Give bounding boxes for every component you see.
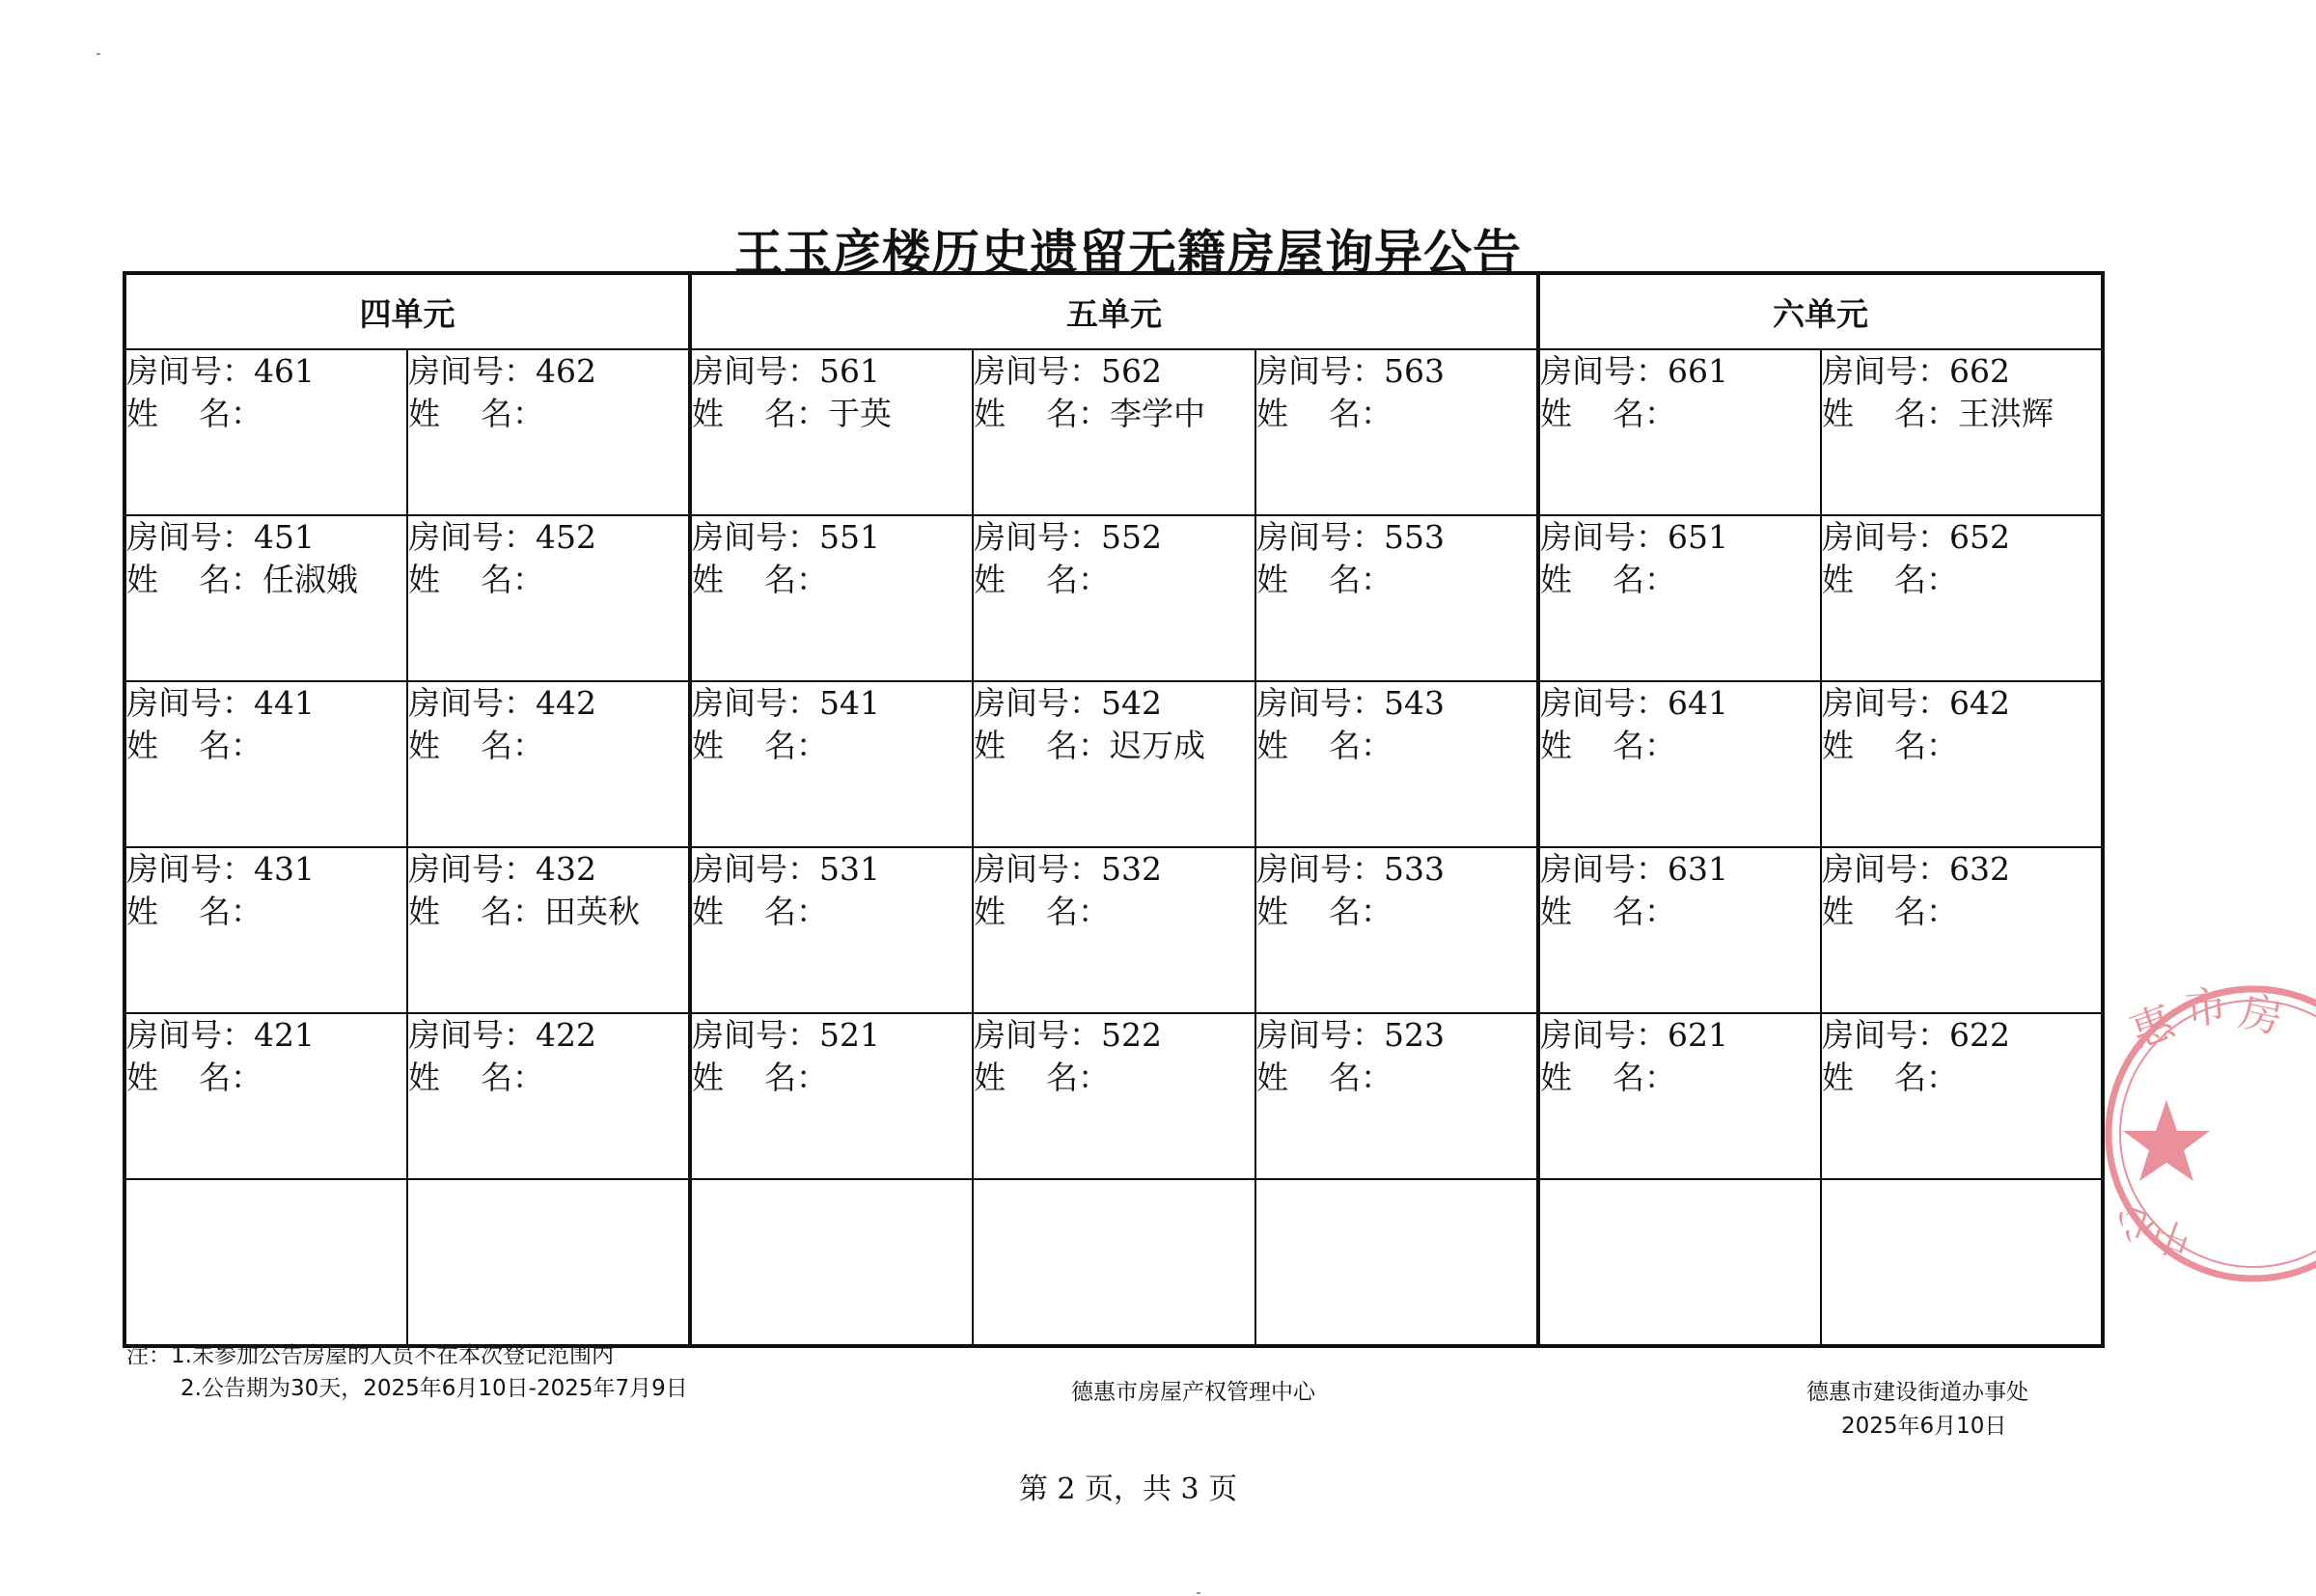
- name-label-1: 姓: [692, 727, 724, 764]
- name-label-1: 姓: [692, 561, 724, 598]
- room-cell: [973, 515, 1255, 681]
- room-label: 房间号：: [692, 684, 819, 722]
- name-label-1: 姓: [1256, 561, 1288, 598]
- room-number-line: [1540, 516, 1820, 559]
- room-number: 551: [819, 518, 880, 556]
- room-label: 房间号：: [1822, 850, 1950, 888]
- issue-date: 2025年6月10日: [1841, 1414, 2007, 1439]
- room-label: 房间号：: [974, 518, 1101, 556]
- name-label-1: 姓: [126, 395, 158, 432]
- name-label-1: 姓: [126, 727, 158, 764]
- name-label-2: 名：: [1046, 1059, 1110, 1096]
- name-label-2: 名：: [1894, 1059, 1959, 1096]
- room-label: 房间号：: [126, 1016, 254, 1054]
- name-label-2: 名：: [481, 893, 544, 930]
- room-number-line: [692, 682, 972, 725]
- name-line: [1256, 1057, 1536, 1099]
- room-cell: [690, 349, 973, 515]
- room-cell: [124, 1013, 407, 1179]
- empty-cell: [407, 1179, 690, 1346]
- room-number-line: [1540, 1014, 1820, 1057]
- resident-name: 王洪辉: [1958, 395, 2054, 432]
- room-number: 631: [1668, 850, 1729, 888]
- room-label: 房间号：: [1540, 684, 1668, 722]
- name-line: [1256, 559, 1536, 601]
- name-line: [408, 891, 688, 933]
- seal-glyph-4: 中心: [2109, 1196, 2197, 1264]
- room-number: 563: [1384, 352, 1445, 390]
- name-label-2: 名：: [764, 395, 828, 432]
- room-label: 房间号：: [126, 518, 254, 556]
- room-number-line: [1256, 1014, 1536, 1057]
- room-number-line: [1822, 516, 2101, 559]
- room-number: 621: [1668, 1016, 1729, 1054]
- issuer-center: 德惠市房屋产权管理中心: [1071, 1380, 1315, 1405]
- name-label-1: 姓: [408, 893, 440, 930]
- empty-cell: [690, 1179, 973, 1346]
- name-line: [692, 393, 972, 435]
- room-number: 421: [254, 1016, 315, 1054]
- name-line: [974, 725, 1254, 767]
- name-label-1: 姓: [126, 561, 158, 598]
- room-cell: [407, 515, 690, 681]
- name-label-1: 姓: [974, 893, 1006, 930]
- room-number-line: [408, 516, 688, 559]
- room-label: 房间号：: [1256, 850, 1384, 888]
- name-label-1: 姓: [974, 561, 1006, 598]
- empty-cell: [1538, 1179, 1821, 1346]
- page-title: 王玉彦楼历史遗留无籍房屋询异公告: [734, 225, 1522, 281]
- name-label-2: 名：: [199, 395, 262, 432]
- empty-cell: [124, 1179, 407, 1346]
- name-label-2: 名：: [1894, 395, 1959, 432]
- room-cell: [1255, 515, 1538, 681]
- name-label-1: 姓: [1822, 893, 1855, 930]
- name-line: [692, 1057, 972, 1099]
- resident-name: 李学中: [1110, 395, 1205, 432]
- name-line: [408, 1057, 688, 1099]
- room-cell: [973, 681, 1255, 847]
- room-number: 523: [1384, 1016, 1445, 1054]
- room-label: 房间号：: [1540, 1016, 1668, 1054]
- resident-name: 任淑娥: [262, 561, 358, 598]
- name-line: [408, 393, 688, 435]
- note-line-2: 2.公告期为30天，2025年6月10日-2025年7月9日: [180, 1376, 688, 1401]
- room-label: 房间号：: [126, 684, 254, 722]
- name-label-1: 姓: [1822, 561, 1855, 598]
- room-cell: [1538, 1013, 1821, 1179]
- room-cell: [690, 847, 973, 1013]
- seal-glyph-3: 房: [2234, 986, 2287, 1044]
- room-cell: [124, 681, 407, 847]
- room-cell: [973, 1013, 1255, 1179]
- room-cell: [1821, 349, 2103, 515]
- room-label: 房间号：: [1540, 518, 1668, 556]
- name-label-2: 名：: [1894, 561, 1959, 598]
- name-line: [1256, 725, 1536, 767]
- room-label: 房间号：: [692, 850, 819, 888]
- name-label-2: 名：: [1329, 561, 1392, 598]
- name-label-2: 名：: [1329, 1059, 1392, 1096]
- name-label-2: 名：: [199, 1059, 262, 1096]
- room-number-line: [1822, 848, 2101, 891]
- room-number: 422: [536, 1016, 596, 1054]
- name-label-2: 名：: [1046, 395, 1110, 432]
- room-cell: [690, 515, 973, 681]
- name-line: [126, 559, 406, 601]
- name-label-1: 姓: [126, 1059, 158, 1096]
- room-number: 553: [1384, 518, 1445, 556]
- unit-header-4: 四单元: [124, 273, 690, 349]
- room-number: 441: [254, 684, 315, 722]
- room-cell: [690, 1013, 973, 1179]
- name-line: [974, 891, 1254, 933]
- room-cell: [1255, 1013, 1538, 1179]
- room-cell: [407, 847, 690, 1013]
- room-label: 房间号：: [408, 1016, 536, 1054]
- name-line: [1822, 393, 2101, 435]
- name-label-2: 名：: [1613, 1059, 1677, 1096]
- room-label: 房间号：: [408, 850, 536, 888]
- name-label-1: 姓: [408, 395, 440, 432]
- room-cell: [124, 515, 407, 681]
- room-label: 房间号：: [974, 684, 1101, 722]
- room-number-line: [408, 682, 688, 725]
- name-line: [126, 725, 406, 767]
- room-number: 451: [254, 518, 315, 556]
- room-number-line: [1256, 682, 1536, 725]
- room-number-line: [1540, 350, 1820, 393]
- room-number-line: [408, 1014, 688, 1057]
- room-number: 521: [819, 1016, 880, 1054]
- name-label-1: 姓: [408, 727, 440, 764]
- room-number: 661: [1668, 352, 1729, 390]
- name-label-1: 姓: [1540, 893, 1573, 930]
- name-label-2: 名：: [1329, 395, 1392, 432]
- room-label: 房间号：: [692, 518, 819, 556]
- name-label-2: 名：: [1613, 727, 1677, 764]
- name-label-2: 名：: [764, 893, 828, 930]
- room-number: 662: [1949, 352, 2011, 390]
- name-line: [692, 559, 972, 601]
- room-number-line: [1256, 516, 1536, 559]
- room-number: 522: [1101, 1016, 1162, 1054]
- empty-cell: [1821, 1179, 2103, 1346]
- empty-cell: [1255, 1179, 1538, 1346]
- name-line: [1822, 725, 2101, 767]
- table-row: [124, 515, 2103, 681]
- room-label: 房间号：: [408, 684, 536, 722]
- room-cell: [124, 349, 407, 515]
- room-number-line: [692, 1014, 972, 1057]
- name-label-2: 名：: [1329, 727, 1392, 764]
- room-number: 452: [536, 518, 596, 556]
- room-label: 房间号：: [692, 1016, 819, 1054]
- room-label: 房间号：: [1256, 518, 1384, 556]
- room-number-line: [1822, 1014, 2101, 1057]
- room-number: 552: [1101, 518, 1162, 556]
- room-number: 442: [536, 684, 596, 722]
- name-label-2: 名：: [1894, 727, 1959, 764]
- empty-cell: [973, 1179, 1255, 1346]
- room-number: 651: [1668, 518, 1729, 556]
- name-line: [974, 393, 1254, 435]
- room-number-line: [974, 682, 1254, 725]
- name-line: [126, 1057, 406, 1099]
- room-number-line: [1540, 682, 1820, 725]
- room-number-line: [1540, 848, 1820, 891]
- name-line: [974, 559, 1254, 601]
- room-number-line: [126, 516, 406, 559]
- name-label-1: 姓: [974, 395, 1006, 432]
- room-number-line: [974, 1014, 1254, 1057]
- unit-header-5: 五单元: [690, 273, 1538, 349]
- room-number-line: [692, 350, 972, 393]
- name-line: [408, 559, 688, 601]
- room-label: 房间号：: [408, 518, 536, 556]
- room-number-line: [974, 848, 1254, 891]
- name-label-1: 姓: [1822, 395, 1855, 432]
- table-row: [124, 681, 2103, 847]
- room-number: 461: [254, 352, 315, 390]
- room-label: 房间号：: [126, 352, 254, 390]
- empty-row: [124, 1179, 2103, 1346]
- name-label-2: 名：: [764, 1059, 828, 1096]
- room-number: 642: [1949, 684, 2011, 722]
- room-number: 622: [1949, 1016, 2011, 1054]
- name-label-2: 名：: [1046, 561, 1110, 598]
- name-label-2: 名：: [481, 561, 544, 598]
- room-number-line: [1822, 682, 2101, 725]
- room-number: 533: [1384, 850, 1445, 888]
- room-cell: [1255, 847, 1538, 1013]
- name-line: [1540, 1057, 1820, 1099]
- name-label-2: 名：: [199, 727, 262, 764]
- room-number-line: [126, 848, 406, 891]
- name-label-2: 名：: [764, 561, 828, 598]
- room-cell: [1821, 1013, 2103, 1179]
- table-row: [124, 847, 2103, 1013]
- room-number-line: [692, 848, 972, 891]
- resident-name: 田英秋: [544, 893, 640, 930]
- room-number-line: [1256, 848, 1536, 891]
- name-line: [974, 1057, 1254, 1099]
- name-label-1: 姓: [408, 561, 440, 598]
- room-cell: [1538, 349, 1821, 515]
- room-label: 房间号：: [692, 352, 819, 390]
- room-number: 543: [1384, 684, 1445, 722]
- room-table: [123, 271, 2105, 1348]
- room-number: 632: [1949, 850, 2011, 888]
- name-label-2: 名：: [1613, 893, 1677, 930]
- room-label: 房间号：: [1540, 352, 1668, 390]
- room-number-line: [1822, 350, 2101, 393]
- name-label-1: 姓: [1540, 395, 1573, 432]
- room-cell: [1538, 847, 1821, 1013]
- room-number-line: [126, 350, 406, 393]
- name-line: [1822, 891, 2101, 933]
- name-label-1: 姓: [126, 893, 158, 930]
- room-label: 房间号：: [126, 850, 254, 888]
- room-number-line: [408, 848, 688, 891]
- name-line: [1540, 559, 1820, 601]
- name-label-1: 姓: [1256, 727, 1288, 764]
- name-line: [1540, 725, 1820, 767]
- table-row: [124, 349, 2103, 515]
- room-number: 432: [536, 850, 596, 888]
- name-label-1: 姓: [692, 1059, 724, 1096]
- room-cell: [973, 847, 1255, 1013]
- room-number-line: [974, 516, 1254, 559]
- name-label-2: 名：: [764, 727, 828, 764]
- name-line: [1540, 891, 1820, 933]
- name-label-2: 名：: [199, 893, 262, 930]
- room-number-line: [1256, 350, 1536, 393]
- name-line: [692, 891, 972, 933]
- room-label: 房间号：: [1822, 1016, 1950, 1054]
- seal-glyph-1: 惠: [2123, 997, 2181, 1059]
- unit-header-6: 六单元: [1538, 273, 2103, 349]
- name-line: [126, 891, 406, 933]
- room-cell: [407, 349, 690, 515]
- room-cell: [407, 681, 690, 847]
- name-line: [1256, 393, 1536, 435]
- room-label: 房间号：: [1256, 352, 1384, 390]
- room-cell: [1538, 515, 1821, 681]
- scan-speck: [96, 53, 100, 55]
- room-number: 641: [1668, 684, 1729, 722]
- room-number-line: [974, 350, 1254, 393]
- seal-glyph-2: 市: [2183, 981, 2230, 1035]
- table-row: [124, 1013, 2103, 1179]
- room-number: 541: [819, 684, 880, 722]
- room-number-line: [408, 350, 688, 393]
- room-label: 房间号：: [1822, 684, 1950, 722]
- unit-header-row: [124, 273, 2103, 349]
- room-number-line: [692, 516, 972, 559]
- name-label-2: 名：: [481, 727, 544, 764]
- room-label: 房间号：: [1256, 1016, 1384, 1054]
- page-number: 第 2 页，共 3 页: [1018, 1472, 1238, 1506]
- room-label: 房间号：: [1256, 684, 1384, 722]
- name-label-1: 姓: [1256, 893, 1288, 930]
- room-number: 561: [819, 352, 880, 390]
- scan-speck: [1197, 1592, 1200, 1594]
- room-number-line: [126, 1014, 406, 1057]
- room-number: 562: [1101, 352, 1162, 390]
- name-label-2: 名：: [481, 1059, 544, 1096]
- name-line: [1822, 1057, 2101, 1099]
- room-cell: [407, 1013, 690, 1179]
- room-number: 531: [819, 850, 880, 888]
- name-label-2: 名：: [1894, 893, 1959, 930]
- name-label-1: 姓: [692, 395, 724, 432]
- room-number: 652: [1949, 518, 2011, 556]
- resident-name: 于英: [828, 395, 892, 432]
- room-label: 房间号：: [974, 850, 1101, 888]
- resident-name: 迟万成: [1110, 727, 1205, 764]
- name-label-2: 名：: [1046, 893, 1110, 930]
- room-cell: [1821, 515, 2103, 681]
- room-number: 532: [1101, 850, 1162, 888]
- star-icon: [2123, 1100, 2210, 1181]
- name-line: [126, 393, 406, 435]
- name-line: [692, 725, 972, 767]
- room-cell: [124, 847, 407, 1013]
- room-cell: [1538, 681, 1821, 847]
- name-label-1: 姓: [1822, 727, 1855, 764]
- name-label-2: 名：: [1046, 727, 1110, 764]
- name-line: [408, 725, 688, 767]
- room-number: 462: [536, 352, 596, 390]
- room-cell: [1255, 681, 1538, 847]
- room-label: 房间号：: [1540, 850, 1668, 888]
- name-label-1: 姓: [974, 1059, 1006, 1096]
- room-grid: [124, 349, 2103, 1346]
- name-line: [1540, 393, 1820, 435]
- room-label: 房间号：: [1822, 352, 1950, 390]
- room-number: 431: [254, 850, 315, 888]
- name-label-2: 名：: [481, 395, 544, 432]
- name-label-1: 姓: [1822, 1059, 1855, 1096]
- room-cell: [1255, 349, 1538, 515]
- room-label: 房间号：: [974, 352, 1101, 390]
- room-number-line: [126, 682, 406, 725]
- name-label-2: 名：: [1329, 893, 1392, 930]
- name-label-1: 姓: [1256, 1059, 1288, 1096]
- room-cell: [973, 349, 1255, 515]
- notes: [126, 1339, 688, 1405]
- name-line: [1822, 559, 2101, 601]
- room-cell: [1821, 681, 2103, 847]
- name-label-2: 名：: [1613, 561, 1677, 598]
- name-label-1: 姓: [1540, 727, 1573, 764]
- room-number: 542: [1101, 684, 1162, 722]
- name-label-1: 姓: [692, 893, 724, 930]
- official-seal: [2094, 975, 2316, 1293]
- issuer-right: 德惠市建设街道办事处: [1806, 1380, 2028, 1405]
- note-line-1: 注：1.未参加公告房屋的人员不在本次登记范围内: [126, 1343, 614, 1368]
- name-line: [1256, 891, 1536, 933]
- room-cell: [1821, 847, 2103, 1013]
- name-label-1: 姓: [1540, 561, 1573, 598]
- name-label-2: 名：: [1613, 395, 1677, 432]
- name-label-1: 姓: [974, 727, 1006, 764]
- room-cell: [690, 681, 973, 847]
- room-label: 房间号：: [408, 352, 536, 390]
- name-label-1: 姓: [1540, 1059, 1573, 1096]
- room-label: 房间号：: [974, 1016, 1101, 1054]
- name-label-1: 姓: [1256, 395, 1288, 432]
- name-label-1: 姓: [408, 1059, 440, 1096]
- room-label: 房间号：: [1822, 518, 1950, 556]
- name-label-2: 名：: [199, 561, 262, 598]
